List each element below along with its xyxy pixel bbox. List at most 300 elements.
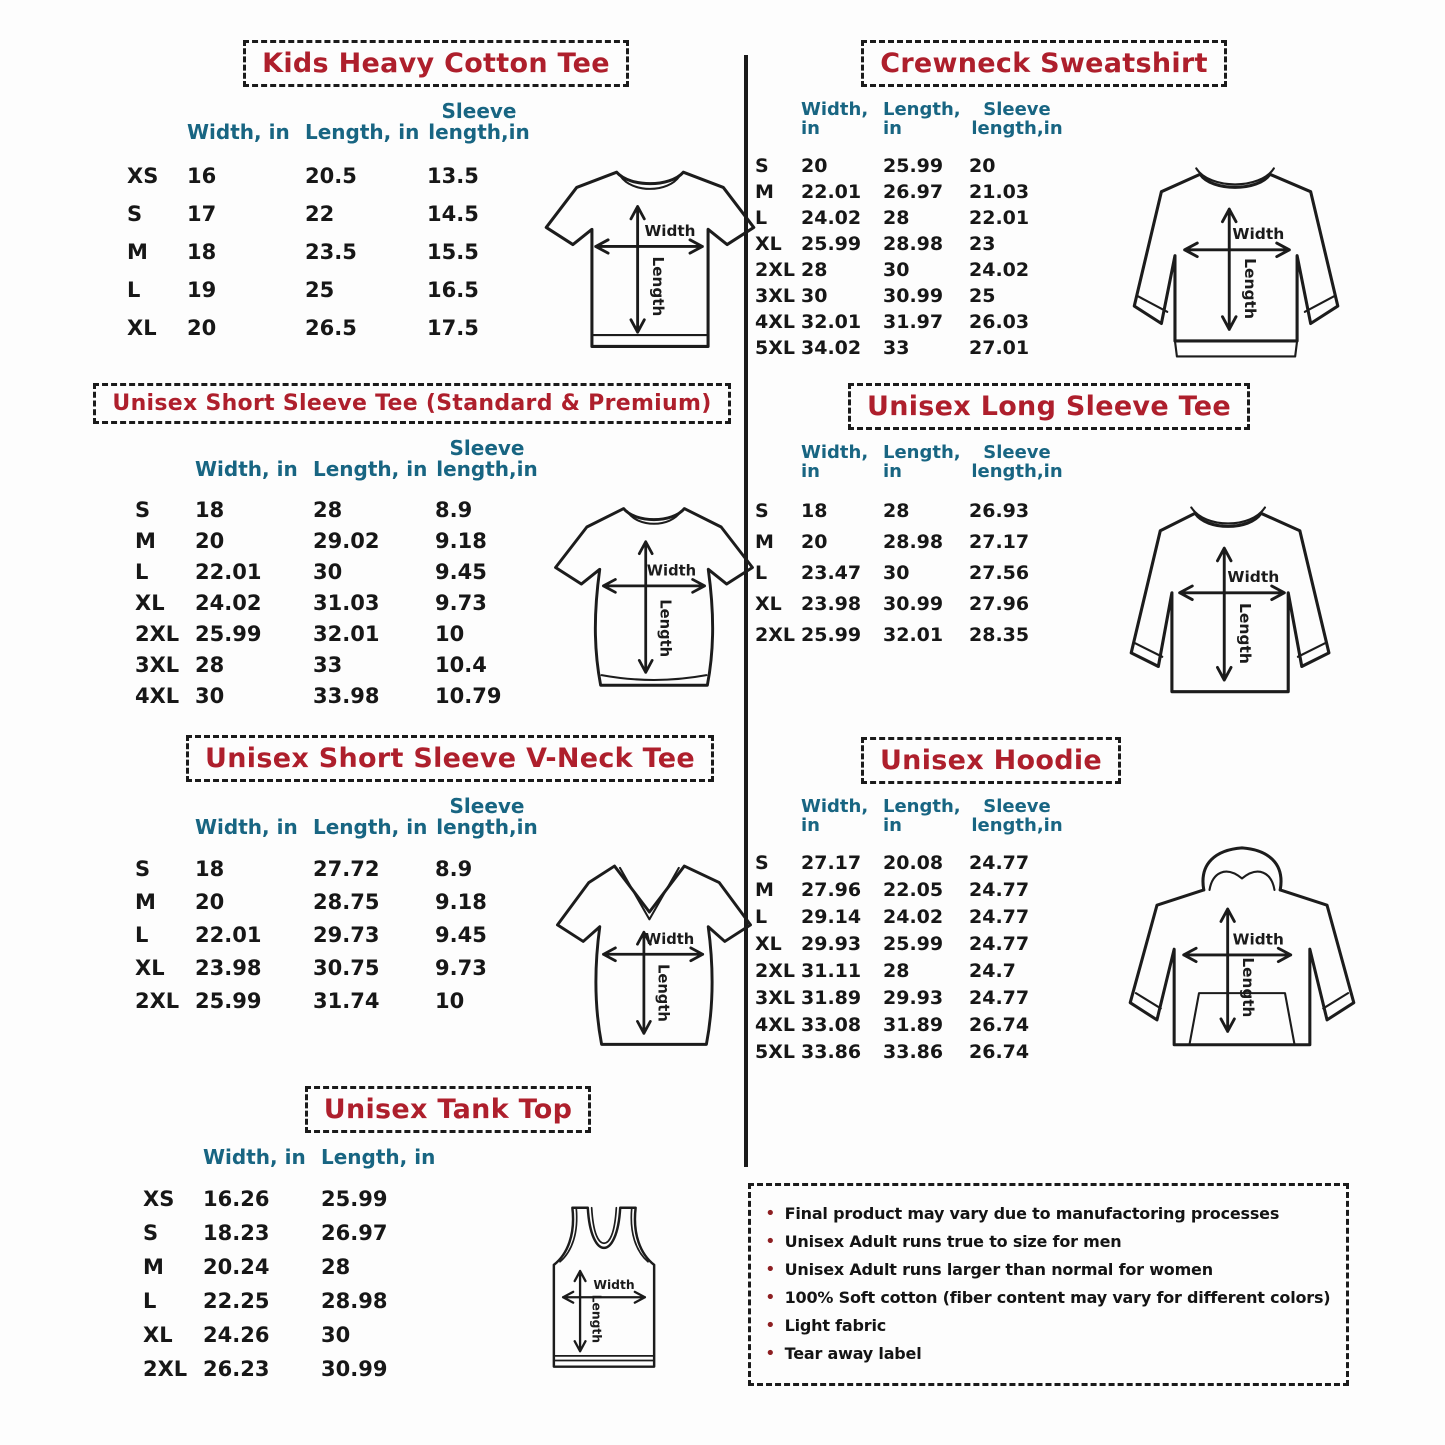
size-value: 18.23 [203,1221,270,1245]
column-header: Width, in [801,796,869,836]
size-value: 31.74 [313,988,380,1013]
size-value: 16.5 [427,278,479,302]
size-value: 24.02 [195,590,262,615]
section-unisex-long-sleeve-tee [755,383,1443,713]
size-label: L [755,206,768,229]
size-label: 4XL [135,683,180,708]
width-arrow [1184,948,1291,961]
size-label: S [755,852,769,875]
size-value: 30.99 [321,1357,388,1381]
column-header: Width, in [195,815,298,839]
size-value: 30 [883,562,910,585]
tank-top-icon [523,1195,685,1381]
size-value: 22 [305,202,335,226]
size-value: 10 [435,621,465,646]
size-label: 4XL [755,310,795,333]
size-table [143,1147,443,1386]
size-value: 29.93 [801,933,862,956]
width-label: Width [1227,568,1280,587]
size-value: 28.98 [321,1289,388,1313]
v-neck-tee-illustration [539,844,769,1060]
size-row [755,931,1065,958]
size-value: 33.08 [801,1014,862,1037]
size-table [755,444,1065,651]
size-value: 22.01 [801,180,862,203]
note-item [765,1231,1330,1252]
size-value: 19 [187,278,217,302]
size-value: 26.93 [969,500,1030,523]
length-arrow [631,206,644,332]
column-header: Width, in [801,99,869,139]
short-sleeve-tee-icon [539,490,769,702]
size-value: 30 [195,683,225,708]
column-header: Length, in [305,120,420,144]
size-value: 10.79 [435,683,502,708]
size-value: 29.93 [883,987,944,1010]
length-label: Length [654,964,672,1022]
size-value: 31.03 [313,590,380,615]
size-row [143,1284,443,1318]
size-value: 30.99 [883,284,944,307]
size-value: 27.56 [969,562,1030,585]
size-value: 28.35 [969,624,1030,647]
section-title: Unisex Long Sleeve Tee [848,383,1250,430]
table-header-row [127,101,531,143]
size-label: XS [127,164,159,188]
size-value: 29.73 [313,922,380,947]
length-label: Length [589,1294,604,1344]
size-value: 26.74 [969,1041,1030,1064]
cuff-line-right [1298,643,1325,657]
size-value: 28 [801,258,828,281]
size-row [755,958,1065,985]
size-row [755,496,1065,527]
section-title: Crewneck Sweatshirt [861,40,1227,87]
note-text: 100% Soft cotton (fiber content may vary for different colors) [784,1288,1331,1307]
size-value: 24.02 [969,258,1030,281]
size-value: 18 [195,497,225,522]
section-title: Unisex Short Sleeve Tee (Standard & Premium) [93,383,730,424]
size-value: 16.26 [203,1187,270,1211]
notes-box [748,1183,1349,1386]
size-row [135,951,539,984]
note-text: Unisex Adult runs larger than normal for women [784,1260,1213,1279]
size-row [135,649,539,680]
size-value: 24.02 [883,906,944,929]
column-header: Sleeve length,in [971,99,1063,139]
size-value: 9.45 [435,922,487,947]
size-value: 9.18 [435,889,487,914]
size-value: 25 [969,284,996,307]
size-value: 27.01 [969,336,1030,359]
column-header: Width, in [195,457,298,481]
length-arrow [639,542,652,673]
v-neck-tee-icon [539,844,769,1060]
size-value: 8.9 [435,856,473,881]
size-value: 25.99 [883,154,944,177]
size-label: XL [135,590,165,615]
size-row [127,233,531,271]
size-value: 25.99 [195,621,262,646]
size-value: 25.99 [883,933,944,956]
size-label: 3XL [755,284,795,307]
column-header: Width, in [187,120,290,144]
column-header: Length, in [883,796,961,836]
size-value: 24.77 [969,906,1030,929]
section-kids-heavy-cotton-tee [55,40,745,361]
size-label: L [127,278,141,302]
hem-band [1175,341,1297,357]
size-row [135,525,539,556]
size-value: 20.24 [203,1255,270,1279]
size-value: 32.01 [801,310,862,333]
size-label: S [135,497,151,522]
size-table [135,796,539,1017]
size-row [755,205,1065,231]
hem-line [602,675,707,680]
size-row [143,1182,443,1216]
size-row [755,335,1065,361]
title-row [55,40,745,87]
size-row [135,852,539,885]
size-row [143,1318,443,1352]
size-value: 32.01 [883,624,944,647]
hoodie-icon [1113,838,1371,1068]
size-row [135,556,539,587]
size-value: 27.17 [801,852,862,875]
size-value: 24.77 [969,879,1030,902]
size-value: 22.05 [883,879,944,902]
column-header: Length, in [313,457,428,481]
size-value: 9.45 [435,559,487,584]
size-row [135,984,539,1017]
column-header: Width, in [801,442,869,482]
column-header: Sleeve length,in [436,794,538,839]
size-value: 31.11 [801,960,862,983]
section-unisex-v-neck-tee [55,735,745,1060]
size-value: 27.96 [801,879,862,902]
size-value: 20.08 [883,852,944,875]
size-label: S [755,500,769,523]
hood-outline [1203,848,1281,890]
size-value: 26.23 [203,1357,270,1381]
size-label: M [755,879,774,902]
size-row [135,680,539,711]
size-value: 32.01 [313,621,380,646]
size-value: 20 [969,154,996,177]
table-header-row [755,101,1065,139]
size-value: 9.73 [435,590,487,615]
garment-outline [1131,513,1329,691]
size-value: 13.5 [427,164,479,188]
size-value: 23 [969,232,996,255]
size-value: 30.75 [313,955,380,980]
length-arrow [1221,909,1234,1031]
size-value: 33.98 [313,683,380,708]
size-row [127,309,531,347]
width-arrow [603,948,702,961]
section-title: Kids Heavy Cotton Tee [243,40,629,87]
size-table [135,438,539,711]
size-value: 28 [313,497,343,522]
size-value: 26.97 [321,1221,388,1245]
width-arrow [596,240,703,253]
size-value: 9.73 [435,955,487,980]
size-value: 24.26 [203,1323,270,1347]
size-label: 2XL [755,960,795,983]
size-row [755,257,1065,283]
size-table [127,101,531,347]
width-label: Width [644,222,696,241]
size-label: XL [143,1323,173,1347]
size-value: 24.7 [969,960,1016,983]
note-text: Unisex Adult runs true to size for men [784,1232,1122,1251]
section-unisex-hoodie [755,737,1443,1068]
size-value: 20 [801,531,828,554]
size-row [135,494,539,525]
length-label: Length [1238,957,1257,1018]
bullet-icon: • [765,1259,776,1280]
size-value: 20 [801,154,828,177]
size-value: 22.25 [203,1289,270,1313]
width-label: Width [645,931,695,949]
size-label: M [143,1255,164,1279]
size-row [755,153,1065,179]
size-row [755,904,1065,931]
size-value: 14.5 [427,202,479,226]
size-label: 2XL [135,988,180,1013]
size-value: 28 [883,206,910,229]
column-header: Length, in [321,1145,436,1169]
table-header-row [135,796,539,838]
size-label: XL [755,593,782,616]
size-value: 22.01 [195,922,262,947]
size-table [755,101,1065,361]
size-value: 24.77 [969,987,1030,1010]
size-row [755,1039,1065,1066]
width-arrow [603,579,704,592]
size-value: 18 [195,856,225,881]
kids-tee-illustration [531,151,769,361]
size-row [135,587,539,618]
hem-line [554,1356,654,1361]
length-label: Length [1240,258,1259,320]
size-value: 30 [883,258,910,281]
note-text: Light fabric [784,1316,887,1335]
size-value: 30 [801,284,828,307]
size-value: 28.98 [883,232,944,255]
column-header: Width, in [203,1145,306,1169]
note-item [765,1315,1330,1336]
size-row [755,558,1065,589]
size-value: 22.01 [969,206,1030,229]
kids-tee-icon [531,151,769,361]
size-label: 5XL [755,336,795,359]
length-arrow [575,1271,586,1351]
size-value: 30.99 [883,593,944,616]
crewneck-illustration [1111,149,1363,372]
size-row [755,179,1065,205]
size-value: 30 [321,1323,351,1347]
section-crewneck-sweatshirt [755,40,1443,372]
size-row [755,527,1065,558]
size-row [127,271,531,309]
table-header-row [755,798,1065,836]
size-label: M [755,180,774,203]
size-value: 10.4 [435,652,487,677]
size-row [755,231,1065,257]
table-header-row [135,438,539,480]
size-value: 29.02 [313,528,380,553]
crewneck-sweatshirt-icon [1111,149,1363,372]
size-value: 33 [883,336,910,359]
size-value: 17.5 [427,316,479,340]
size-value: 34.02 [801,336,862,359]
size-value: 33.86 [883,1041,944,1064]
hood-inner-line [1210,872,1275,890]
size-value: 25.99 [195,988,262,1013]
garment-outline [556,509,753,686]
hoodie-illustration [1113,838,1371,1068]
size-label: 2XL [755,258,795,281]
size-row [755,309,1065,335]
size-value: 20 [187,316,217,340]
column-header: Length, in [883,99,961,139]
note-text: Tear away label [784,1344,922,1363]
size-value: 22.01 [195,559,262,584]
size-row [755,620,1065,651]
size-value: 33 [313,652,343,677]
note-text: Final product may vary due to manufactoring processes [784,1204,1280,1223]
title-row [755,40,1443,87]
size-row [755,877,1065,904]
width-arrow [1185,243,1290,257]
table-header-row [755,444,1065,482]
size-label: 2XL [755,624,795,647]
size-label: 3XL [755,987,795,1010]
size-label: L [143,1289,157,1313]
size-label: XL [755,933,782,956]
title-row [755,383,1443,430]
size-row [755,850,1065,877]
size-row [135,918,539,951]
size-value: 27.96 [969,593,1030,616]
size-value: 28 [321,1255,351,1279]
size-value: 28 [195,652,225,677]
section-title: Unisex Short Sleeve V-Neck Tee [186,735,714,782]
size-value: 20 [195,889,225,914]
note-item [765,1287,1330,1308]
size-row [755,1012,1065,1039]
long-sleeve-tee-icon [1106,490,1358,713]
size-label: M [755,531,774,554]
size-value: 21.03 [969,180,1030,203]
size-row [755,589,1065,620]
size-value: 25 [305,278,335,302]
size-value: 18 [187,240,217,264]
bullet-icon: • [765,1287,776,1308]
size-label: 4XL [755,1014,795,1037]
size-value: 26.5 [305,316,357,340]
size-value: 27.72 [313,856,380,881]
note-item [765,1343,1330,1364]
size-value: 29.14 [801,906,862,929]
table-header-row [143,1147,443,1168]
size-label: XS [143,1187,175,1211]
size-value: 10 [435,988,465,1013]
cuff-line-left [1135,643,1162,657]
size-value: 23.98 [801,593,862,616]
size-value: 26.03 [969,310,1030,333]
size-label: L [135,922,149,947]
size-value: 24.77 [969,933,1030,956]
size-value: 27.17 [969,531,1030,554]
size-label: XL [755,232,782,255]
note-item [765,1203,1330,1224]
size-value: 20 [195,528,225,553]
size-row [755,283,1065,309]
size-value: 8.9 [435,497,473,522]
section-title: Unisex Tank Top [305,1086,592,1133]
size-label: S [135,856,151,881]
size-label: L [135,559,149,584]
size-value: 23.47 [801,562,862,585]
section-unisex-short-sleeve-tee [55,383,745,711]
size-value: 23.98 [195,955,262,980]
size-value: 25.99 [801,232,862,255]
bullet-icon: • [765,1343,776,1364]
column-header: Sleeve length,in [436,436,538,481]
size-label: L [755,562,768,585]
size-label: XL [135,955,165,980]
scoop-inner-line [592,1208,617,1243]
title-row [55,735,745,782]
size-value: 26.74 [969,1014,1030,1037]
size-label: XL [127,316,157,340]
size-label: S [755,154,769,177]
size-value: 9.18 [435,528,487,553]
title-row [55,383,745,424]
width-label: Width [593,1277,635,1292]
note-item [765,1259,1330,1280]
size-value: 17 [187,202,217,226]
size-value: 28 [883,960,910,983]
column-header: Sleeve length,in [428,99,530,144]
section-title: Unisex Hoodie [861,737,1121,784]
size-label: S [143,1221,159,1245]
size-row [143,1352,443,1386]
size-value: 16 [187,164,217,188]
long-sleeve-tee-illustration [1106,490,1358,713]
size-table [755,798,1065,1066]
size-value: 33.86 [801,1041,862,1064]
width-label: Width [646,562,697,580]
size-value: 25.99 [321,1187,388,1211]
length-label: Length [656,599,674,658]
size-value: 18 [801,500,828,523]
width-label: Width [1232,930,1284,949]
size-value: 24.02 [801,206,862,229]
size-value: 26.97 [883,180,944,203]
column-header: Length, in [313,815,428,839]
size-value: 31.89 [801,987,862,1010]
size-row [143,1250,443,1284]
column-header: Sleeve length,in [971,442,1063,482]
size-row [755,985,1065,1012]
size-value: 31.89 [883,1014,944,1037]
column-header: Length, in [883,442,961,482]
size-label: 5XL [755,1041,795,1064]
